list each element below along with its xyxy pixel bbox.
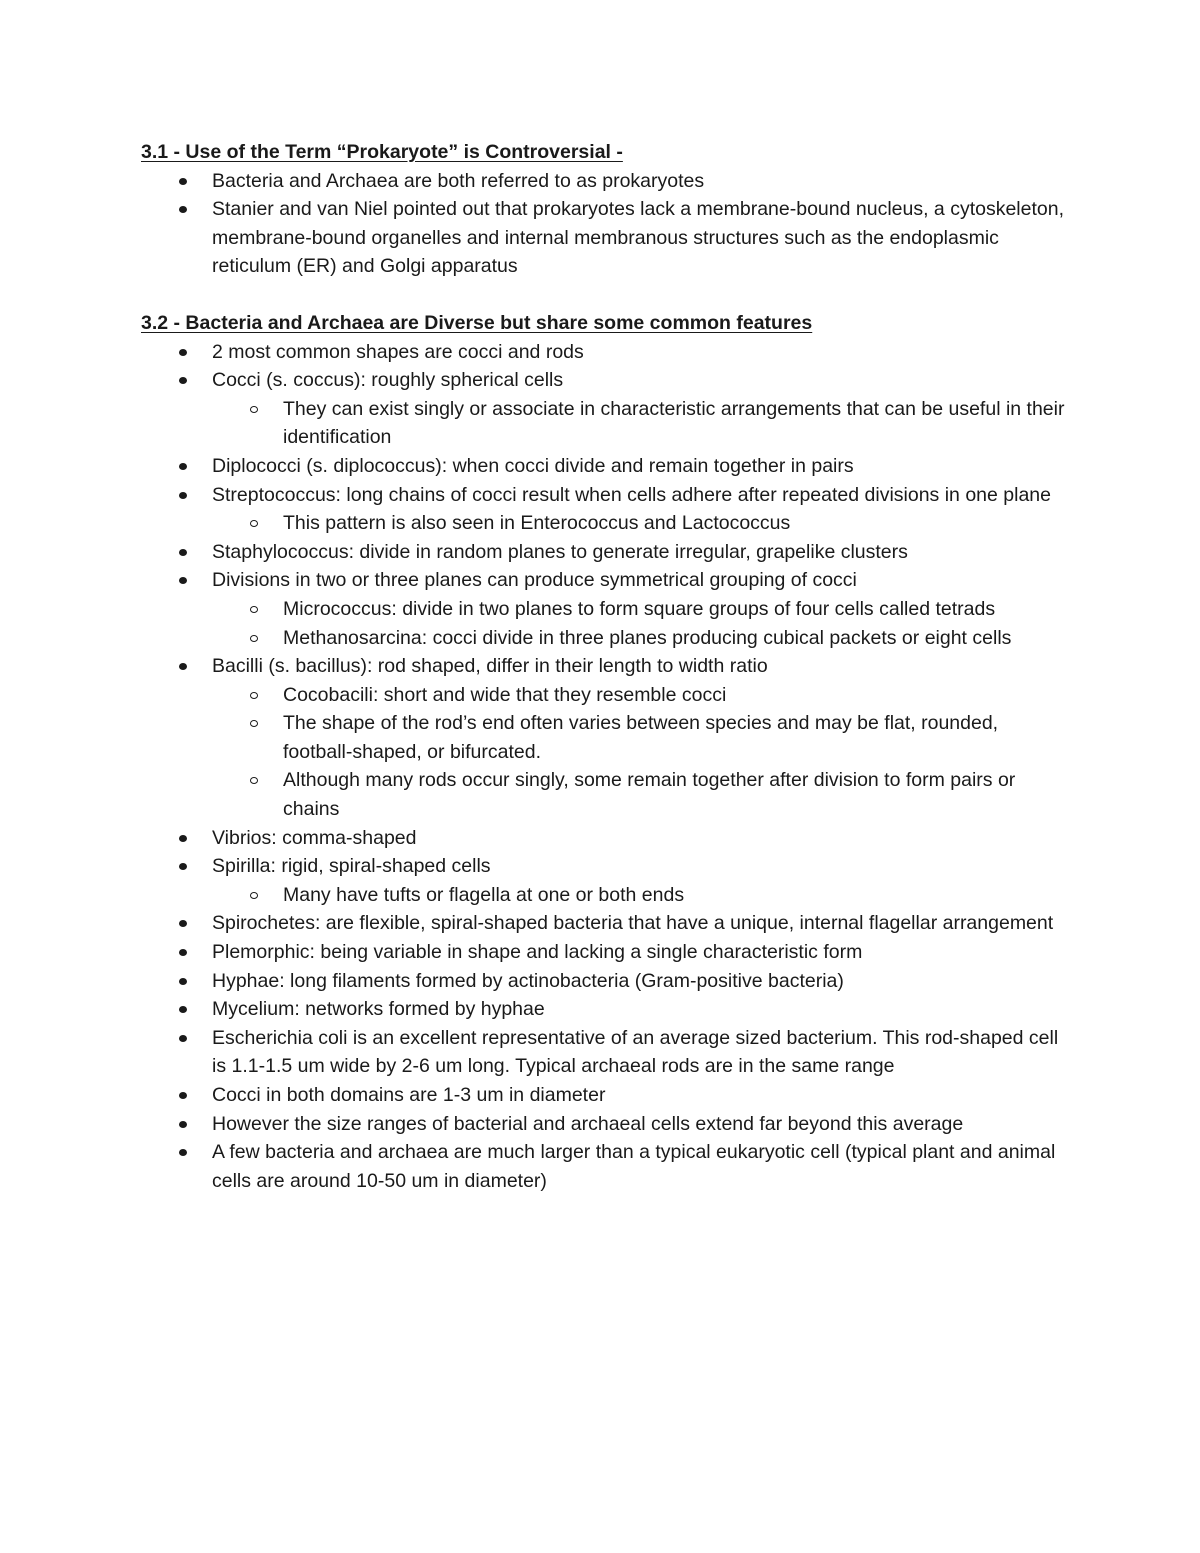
sub-bullet-list bbox=[212, 881, 1071, 910]
list-item-text: Bacteria and Archaea are both referred to as prokaryotes bbox=[212, 169, 705, 192]
bullet-dot-icon bbox=[179, 463, 187, 470]
list-item bbox=[141, 824, 1071, 853]
sub-list-item-text: Micrococcus: divide in two planes to form square groups of four cells called tetrads bbox=[283, 597, 996, 620]
bullet-dot-icon bbox=[179, 577, 187, 584]
list-item-text: A few bacteria and archaea are much larger than a typical eukaryotic cell (typical plant and animal cells are around 10-50 um in diameter) bbox=[212, 1141, 1056, 1192]
bullet-dot-icon bbox=[179, 1149, 187, 1156]
section-heading: 3.2 - Bacteria and Archaea are Diverse but share some common features bbox=[141, 311, 813, 334]
list-item-text: Streptococcus: long chains of cocci result when cells adhere after repeated divisions in one plane bbox=[212, 483, 1051, 506]
sub-list-item-text: This pattern is also seen in Enterococcus and Lactococcus bbox=[283, 512, 791, 535]
list-item-text: Diplococci (s. diplococcus): when cocci divide and remain together in pairs bbox=[212, 454, 854, 477]
list-item bbox=[141, 909, 1071, 938]
sub-list-item bbox=[212, 881, 1071, 910]
bullet-dot-icon bbox=[179, 492, 187, 499]
sub-bullet-list bbox=[212, 595, 1071, 652]
bullet-dot-icon bbox=[179, 1121, 187, 1128]
bullet-circle-icon bbox=[250, 635, 258, 642]
list-item-text: Cocci in both domains are 1-3 um in diameter bbox=[212, 1084, 606, 1106]
bullet-dot-icon bbox=[179, 377, 187, 384]
list-item-text: Staphylococcus: divide in random planes to generate irregular, grapelike clusters bbox=[212, 540, 908, 563]
list-item bbox=[141, 366, 1071, 452]
sub-list-item bbox=[212, 395, 1071, 452]
bullet-circle-icon bbox=[250, 777, 258, 784]
bullet-dot-icon bbox=[179, 978, 187, 985]
list-item bbox=[141, 452, 1071, 481]
sub-list-item-text: Cocobacili: short and wide that they resemble cocci bbox=[283, 683, 727, 706]
section-3-2 bbox=[141, 309, 1071, 1195]
sub-bullet-list bbox=[212, 395, 1071, 452]
list-item bbox=[141, 566, 1071, 652]
list-item bbox=[141, 195, 1071, 281]
list-item-text: Hyphae: long filaments formed by actinobacteria (Gram-positive bacteria) bbox=[212, 969, 844, 992]
bullet-list bbox=[141, 167, 1071, 281]
list-item bbox=[141, 938, 1071, 967]
bullet-list bbox=[141, 338, 1071, 1196]
bullet-dot-icon bbox=[179, 835, 187, 842]
bullet-dot-icon bbox=[179, 349, 187, 356]
bullet-dot-icon bbox=[179, 206, 187, 213]
list-item bbox=[141, 995, 1071, 1024]
list-item bbox=[141, 338, 1071, 367]
list-item bbox=[141, 1081, 1071, 1110]
list-item-text: Escherichia coli is an excellent representative of an average sized bacterium. This rod-shaped cell is 1.1-1.5 um wide by 2-6 um long. Typical archaeal rods are in the same range bbox=[212, 1026, 1059, 1078]
list-item-text: Cocci (s. coccus): roughly spherical cells bbox=[212, 369, 564, 392]
document-page bbox=[141, 138, 1071, 1195]
section-heading: 3.1 - Use of the Term “Prokaryote” is Controversial - bbox=[141, 141, 623, 163]
sub-list-item bbox=[212, 766, 1071, 823]
sub-bullet-list bbox=[212, 509, 1071, 538]
list-item-text: Plemorphic: being variable in shape and lacking a single characteristic form bbox=[212, 941, 863, 964]
list-item-text: Spirilla: rigid, spiral-shaped cells bbox=[212, 855, 491, 878]
bullet-circle-icon bbox=[250, 406, 258, 413]
bullet-circle-icon bbox=[250, 692, 258, 699]
bullet-dot-icon bbox=[179, 1092, 187, 1099]
list-item bbox=[141, 652, 1071, 824]
bullet-dot-icon bbox=[179, 920, 187, 927]
list-item-text: Vibrios: comma-shaped bbox=[212, 826, 417, 849]
list-item-text: Mycelium: networks formed by hyphae bbox=[212, 998, 545, 1021]
bullet-dot-icon bbox=[179, 949, 187, 956]
bullet-circle-icon bbox=[250, 606, 258, 613]
sub-list-item-text: They can exist singly or associate in characteristic arrangements that can be useful in their identification bbox=[283, 397, 1065, 449]
list-item bbox=[141, 1138, 1071, 1195]
section-3-1 bbox=[141, 138, 1071, 281]
bullet-dot-icon bbox=[179, 863, 187, 870]
sub-list-item-text: The shape of the rod’s end often varies between species and may be flat, rounded, football-shaped, or bifurcated. bbox=[283, 712, 999, 763]
list-item-text: Divisions in two or three planes can produce symmetrical grouping of cocci bbox=[212, 569, 857, 592]
list-item bbox=[141, 967, 1071, 996]
list-item-text: However the size ranges of bacterial and archaeal cells extend far beyond this average bbox=[212, 1112, 964, 1135]
list-item bbox=[141, 852, 1071, 909]
bullet-dot-icon bbox=[179, 549, 187, 556]
sub-list-item-text: Many have tufts or flagella at one or both ends bbox=[283, 883, 685, 906]
bullet-circle-icon bbox=[250, 892, 258, 899]
bullet-dot-icon bbox=[179, 1035, 187, 1042]
sub-list-item bbox=[212, 624, 1071, 653]
list-item bbox=[141, 481, 1071, 538]
list-item bbox=[141, 1024, 1071, 1081]
bullet-circle-icon bbox=[250, 520, 258, 527]
sub-list-item bbox=[212, 595, 1071, 624]
list-item bbox=[141, 167, 1071, 196]
list-item bbox=[141, 1110, 1071, 1139]
bullet-dot-icon bbox=[179, 663, 187, 670]
sub-list-item bbox=[212, 509, 1071, 538]
sub-list-item bbox=[212, 709, 1071, 766]
list-item-text: 2 most common shapes are cocci and rods bbox=[212, 340, 584, 363]
list-item-text: Stanier and van Niel pointed out that prokaryotes lack a membrane-bound nucleus, a cytoskeleton, membrane-bound organelles and internal membranous structures such as the endoplasmic reticulum (ER) and Golgi apparatus bbox=[212, 198, 1065, 278]
sub-list-item-text: Methanosarcina: cocci divide in three planes producing cubical packets or eight cells bbox=[283, 626, 1012, 649]
bullet-dot-icon bbox=[179, 1006, 187, 1013]
bullet-circle-icon bbox=[250, 720, 258, 727]
list-item-text: Bacilli (s. bacillus): rod shaped, differ in their length to width ratio bbox=[212, 655, 768, 678]
list-item bbox=[141, 538, 1071, 567]
list-item-text: Spirochetes: are flexible, spiral-shaped bacteria that have a unique, internal flagellar arrangement bbox=[212, 912, 1054, 935]
sub-list-item-text: Although many rods occur singly, some remain together after division to form pairs or chains bbox=[283, 769, 1016, 821]
sub-bullet-list bbox=[212, 681, 1071, 824]
bullet-dot-icon bbox=[179, 178, 187, 185]
sub-list-item bbox=[212, 681, 1071, 710]
